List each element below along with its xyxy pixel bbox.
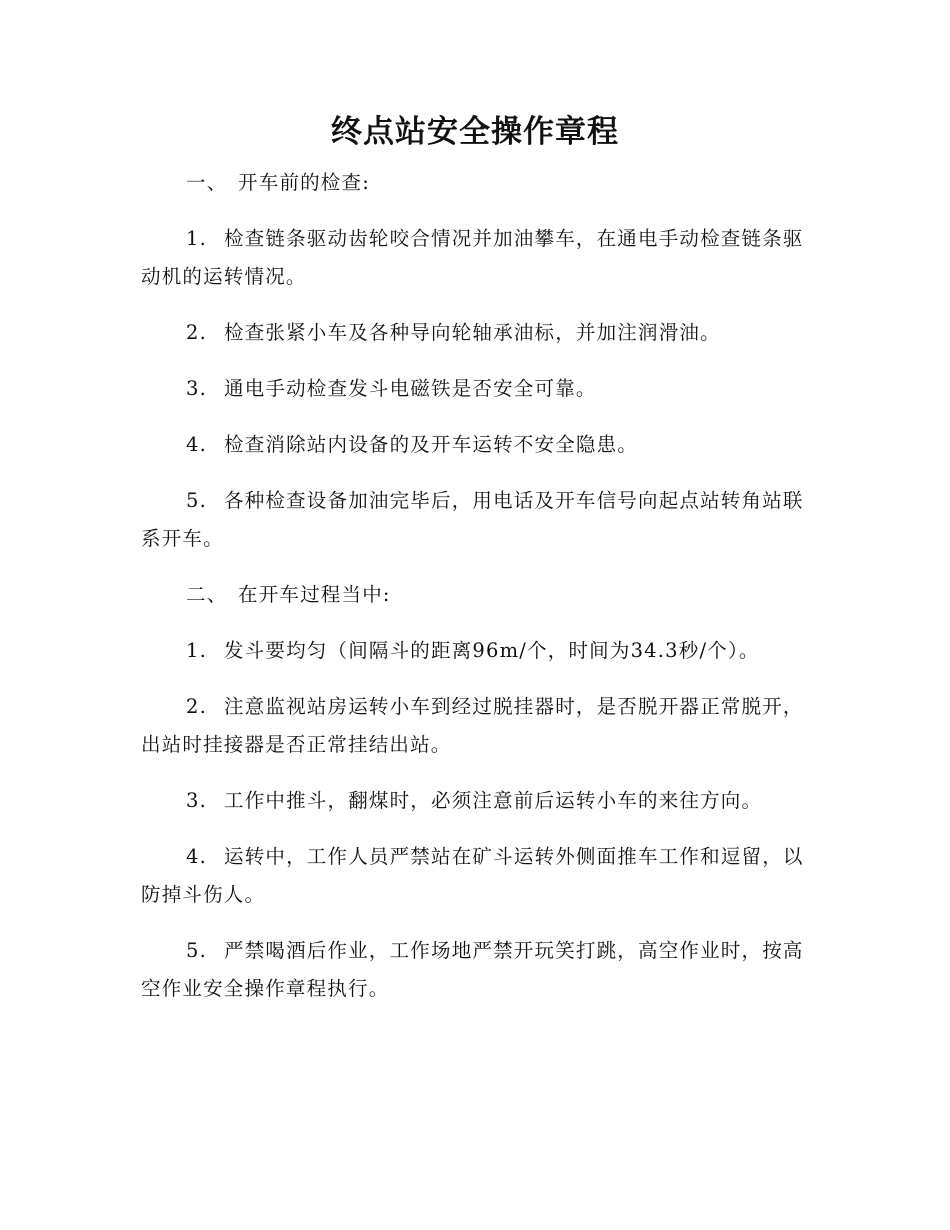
item-number: 1. — [186, 227, 208, 250]
item-text: 检查张紧小车及各种导向轮轴承油标，并加注润滑油。 — [224, 321, 721, 344]
section-number: 一、 — [186, 171, 228, 194]
item-number: 4. — [186, 433, 208, 456]
section-number: 二、 — [186, 583, 228, 606]
item-number: 5. — [186, 939, 208, 962]
document-title: 终点站安全操作章程 — [331, 114, 619, 150]
section-text: 开车前的检查: — [238, 171, 370, 194]
item-text: 运转中，工作人员严禁站在矿斗运转外侧面推车工作和逗留，以防掉斗伤人。 — [141, 845, 804, 906]
item-number: 2. — [186, 695, 208, 718]
list-item — [141, 220, 806, 296]
item-text: 检查消除站内设备的及开车运转不安全隐患。 — [224, 433, 639, 456]
item-text: 工作中推斗，翻煤时，必须注意前后运转小车的来往方向。 — [224, 789, 763, 812]
list-item — [141, 688, 806, 764]
list-item — [141, 782, 806, 820]
section-heading-2 — [141, 576, 806, 614]
item-text: 各种检查设备加油完毕后，用电话及开车信号向起点站转角站联系开车。 — [141, 489, 804, 550]
item-text: 严禁喝酒后作业，工作场地严禁开玩笑打跳，高空作业时，按高空作业安全操作章程执行。 — [141, 939, 804, 1000]
item-number: 4. — [186, 845, 208, 868]
list-item — [141, 482, 806, 558]
section-text: 在开车过程当中: — [238, 583, 391, 606]
item-number: 1. — [186, 639, 208, 662]
item-text: 发斗要均匀（间隔斗的距离96m/个，时间为34.3秒/个）。 — [224, 639, 760, 662]
list-item — [141, 426, 806, 464]
list-item — [141, 632, 806, 670]
item-number: 3. — [186, 377, 208, 400]
document-body — [141, 164, 806, 1026]
item-number: 2. — [186, 321, 208, 344]
item-text: 通电手动检查发斗电磁铁是否安全可靠。 — [224, 377, 597, 400]
item-text: 注意监视站房运转小车到经过脱挂器时，是否脱开器正常脱开，出站时挂接器是否正常挂结出站。 — [141, 695, 804, 756]
list-item — [141, 314, 806, 352]
item-text: 检查链条驱动齿轮咬合情况并加油攀车，在通电手动检查链条驱动机的运转情况。 — [141, 227, 804, 288]
section-heading-1 — [141, 164, 806, 202]
item-number: 5. — [186, 489, 208, 512]
list-item — [141, 370, 806, 408]
list-item — [141, 932, 806, 1008]
item-number: 3. — [186, 789, 208, 812]
list-item — [141, 838, 806, 914]
